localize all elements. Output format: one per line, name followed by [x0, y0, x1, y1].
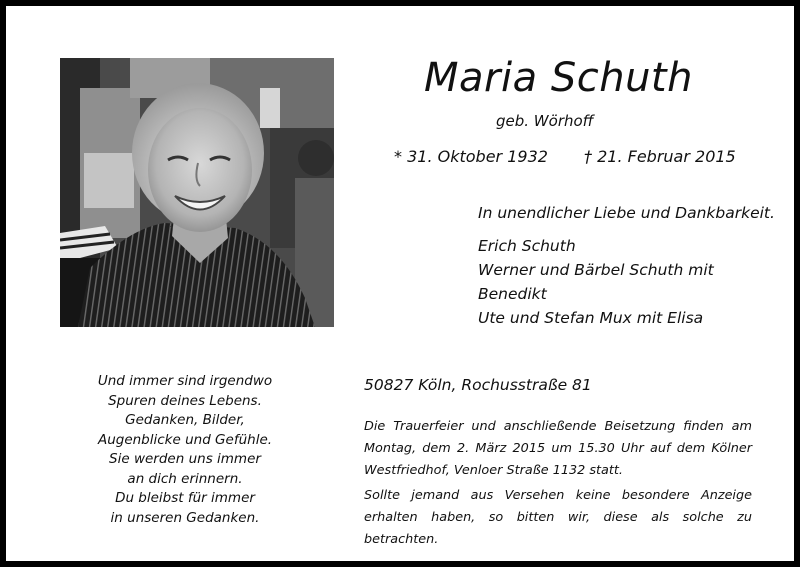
maiden-name: geb. Wörhoff — [496, 112, 594, 130]
death-date: † 21. Februar 2015 — [584, 147, 736, 166]
family-member: Benedikt — [478, 285, 547, 303]
mourners-block — [478, 204, 775, 330]
poem-line: Augenblicke und Gefühle. — [97, 431, 273, 448]
memorial-poem — [92, 372, 278, 528]
poem-line: an dich erinnern. — [127, 470, 243, 487]
birth-date: * 31. Oktober 1932 — [394, 147, 548, 166]
family-address: 50827 Köln, Rochusstraße 81 — [364, 376, 592, 394]
poem-line: Gedanken, Bilder, — [125, 412, 245, 428]
notice-request: Sollte jemand aus Versehen keine besondere Anzeige erhalten haben, so bitten wir, diese als solche zu betrachten. — [364, 488, 752, 547]
ceremony-info: Die Trauerfeier und anschließende Beisetzung finden am Montag, dem 2. März 2015 um 15.30 Uhr auf dem Kölner Westfriedhof, Venloer Straße 1132 statt. — [364, 419, 752, 478]
family-member: Erich Schuth — [478, 237, 576, 255]
family-member: Werner und Bärbel Schuth mit — [478, 261, 714, 279]
poem-line: Spuren deines Lebens. — [108, 392, 262, 409]
funeral-notice — [364, 416, 752, 554]
deceased-name: Maria Schuth — [424, 55, 693, 101]
poem-line: Und immer sind irgendwo — [97, 373, 273, 389]
poem-line: Sie werden uns immer — [109, 451, 261, 467]
poem-line: in unseren Gedanken. — [110, 509, 260, 526]
dedication-line: In unendlicher Liebe und Dankbarkeit. — [478, 204, 775, 222]
family-member: Ute und Stefan Mux mit Elisa — [478, 309, 704, 327]
poem-line: Du bleibst für immer — [115, 490, 255, 506]
portrait-photo — [60, 58, 334, 327]
